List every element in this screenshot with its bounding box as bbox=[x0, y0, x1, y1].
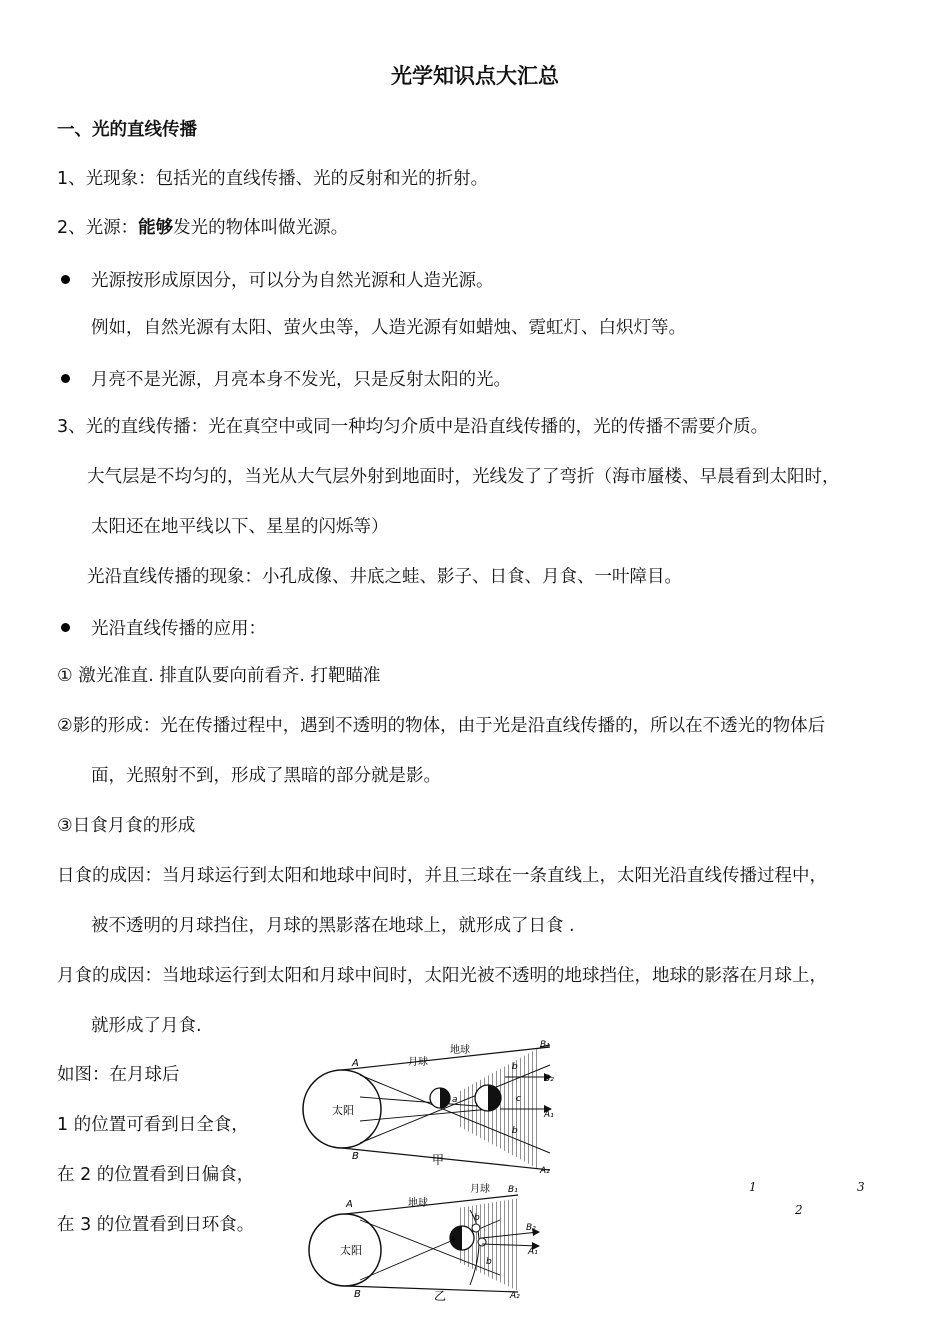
lunar-eclipse-diagram-yi bbox=[300, 1180, 580, 1305]
paragraph-atmosphere: 大气层是不均匀的，当光从大气层外射到地面时，光线发了了弯折（海市蜃楼、早晨看到太阳时， bbox=[87, 467, 840, 487]
application-3: ③日食月食的形成 bbox=[57, 816, 196, 836]
light-source-prefix: 2、光源： bbox=[57, 218, 139, 238]
position-number: 1 bbox=[749, 1180, 757, 1194]
moon-circle bbox=[478, 1238, 486, 1246]
figure-note: 如图：在月球后 bbox=[57, 1065, 180, 1085]
bullet-icon bbox=[61, 623, 70, 632]
bullet-icon bbox=[61, 275, 70, 284]
position-number: 2 bbox=[795, 1203, 803, 1217]
a2-label: A₂ bbox=[510, 1291, 520, 1301]
b2-label: B₂ bbox=[526, 1223, 536, 1233]
earth-label: 地球 bbox=[408, 1198, 428, 1209]
paragraph-phenomena: 光沿直线传播的现象：小孔成像、井底之蛙、影子、日食、月食、一叶障目。 bbox=[87, 567, 682, 587]
section-heading: 一、光的直线传播 bbox=[57, 120, 197, 140]
region-a-label: a bbox=[452, 1095, 458, 1105]
application-2-cont: 面，光照射不到，形成了黑暗的部分就是影。 bbox=[91, 766, 441, 786]
figure-note: 1 的位置可看到日全食， bbox=[57, 1115, 249, 1135]
paragraph-source-examples: 例如，自然光源有太阳、萤火虫等，人造光源有如蜡烛、霓虹灯、白炽灯等。 bbox=[91, 318, 686, 338]
crescent-icon bbox=[550, 1232, 558, 1248]
region-b-label: b bbox=[512, 1126, 518, 1136]
moon-circle bbox=[472, 1224, 480, 1232]
solar-eclipse-cause-cont: 被不透明的月球挡住，月球的黑影落在地球上，就形成了日食 . bbox=[91, 916, 575, 936]
point-b-label: B bbox=[354, 1289, 361, 1300]
a1-label: A₁ bbox=[528, 1247, 538, 1257]
page-title: 光学知识点大汇总 bbox=[391, 64, 559, 88]
region-a-label: a bbox=[450, 1235, 456, 1245]
bullet-moon-not-source: 月亮不是光源，月亮本身不发光，只是反射太阳的光。 bbox=[91, 370, 511, 390]
figure-note: 在 3 的位置看到日环食。 bbox=[57, 1215, 255, 1235]
b2-label: B₂ bbox=[544, 1074, 554, 1084]
position-number: 3 bbox=[857, 1180, 865, 1194]
paragraph-light-source bbox=[57, 216, 348, 240]
light-source-suffix: 发光的物体叫做光源。 bbox=[173, 218, 349, 238]
point-a-label: A bbox=[352, 1058, 359, 1069]
solar-eclipse-cause: 日食的成因：当月球运行到太阳和地球中间时，并且三球在一条直线上，太阳光沿直线传播过程中， bbox=[57, 866, 827, 886]
point-b-label: B bbox=[352, 1151, 359, 1162]
paragraph-atmosphere-cont: 太阳还在地平线以下、星星的闪烁等） bbox=[91, 517, 389, 537]
paragraph-rectilinear: 3、光的直线传播：光在真空中或同一种均匀介质中是沿直线传播的，光的传播不需要介质。 bbox=[57, 417, 769, 437]
moon-label: 月球 bbox=[408, 1057, 428, 1068]
region-c-label: c bbox=[516, 1094, 521, 1104]
paragraph-light-phenomena: 1、光现象：包括光的直线传播、光的反射和光的折射。 bbox=[57, 169, 489, 189]
region-b-label: b bbox=[486, 1257, 492, 1267]
application-2: ②影的形成：光在传播过程中，遇到不透明的物体，由于光是沿直线传播的，所以在不透光的物体后 bbox=[57, 716, 826, 736]
moon-label: 月球 bbox=[470, 1184, 490, 1195]
sun-label: 太阳 bbox=[332, 1104, 354, 1117]
point-a-label: A bbox=[346, 1199, 353, 1210]
b1-label: B₁ bbox=[508, 1185, 518, 1195]
figure-caption: 甲 bbox=[432, 1153, 445, 1167]
a1-label: A₁ bbox=[544, 1110, 554, 1120]
figure-note: 在 2 的位置看到日偏食， bbox=[57, 1165, 255, 1185]
region-b-label: b bbox=[474, 1213, 480, 1223]
application-1: ① 激光准直. 排直队要向前看齐. 打靶瞄准 bbox=[57, 666, 381, 686]
bullet-light-source-types: 光源按形成原因分，可以分为自然光源和人造光源。 bbox=[91, 271, 494, 291]
sun-label: 太阳 bbox=[340, 1244, 362, 1257]
a2-label: A₂ bbox=[540, 1166, 550, 1176]
lunar-eclipse-cause-cont: 就形成了月食. bbox=[91, 1016, 202, 1036]
lunar-eclipse-cause: 月食的成因：当地球运行到太阳和月球中间时，太阳光被不透明的地球挡住，地球的影落在月球上， bbox=[57, 966, 827, 986]
region-b-label: b bbox=[512, 1062, 518, 1072]
light-source-bold: 能够 bbox=[138, 218, 174, 238]
earth-label: 地球 bbox=[450, 1045, 470, 1056]
solar-eclipse-diagram-jia bbox=[300, 1035, 580, 1180]
b1-label: B₁ bbox=[540, 1040, 550, 1050]
bullet-icon bbox=[61, 374, 70, 383]
bullet-applications: 光沿直线传播的应用： bbox=[91, 619, 266, 639]
figure-caption: 乙 bbox=[434, 1289, 447, 1303]
